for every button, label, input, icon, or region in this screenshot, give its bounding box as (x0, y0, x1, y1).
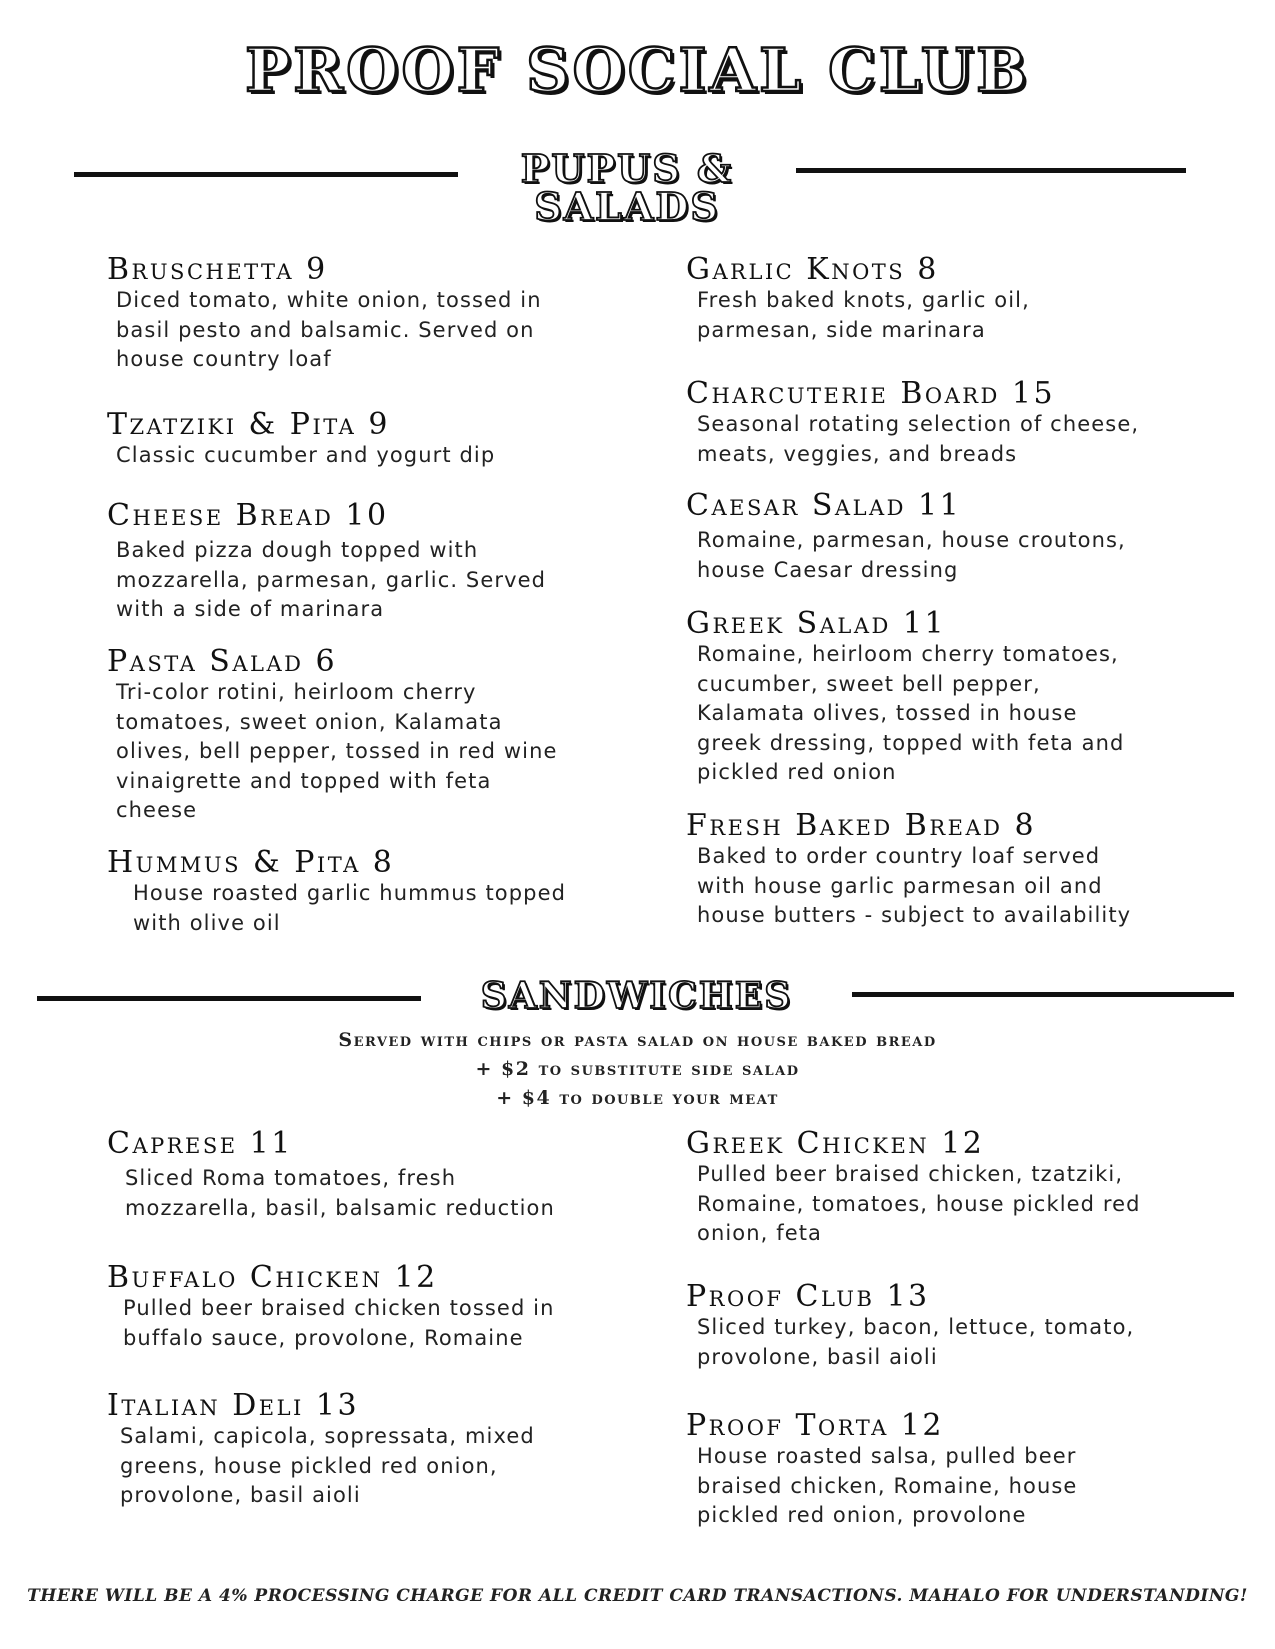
item-description: Tri-color rotini, heirloom cherry tomatoes, sweet onion, Kalamata olives, bell pepper, tossed in red wine vinaigrette and topped with feta cheese (116, 680, 558, 822)
item-name: Hummus & Pita 8 (107, 845, 395, 880)
item-name: Proof Club 13 (686, 1279, 930, 1314)
item-name: Tzatziki & Pita 9 (107, 407, 390, 442)
item-description: Fresh baked knots, garlic oil, parmesan, side marinara (697, 288, 1030, 342)
item-name: Caprese 11 (107, 1126, 293, 1161)
section-divider-left (37, 996, 421, 1001)
menu-item-caesar-salad (686, 490, 1126, 585)
menu-item-charcuterie-board (686, 378, 1139, 469)
section-heading-pupus-salads (458, 146, 796, 229)
menu-item-italian-deli (107, 1390, 535, 1511)
credit-card-notice: THERE WILL BE A 4% PROCESSING CHARGE FOR ALL CREDIT CARD TRANSACTIONS. MAHALO FOR UNDERSTANDING! (27, 1586, 1248, 1606)
menu-item-tzatziki-pita (107, 409, 495, 471)
item-description: Romaine, parmesan, house croutons, house Caesar dressing (697, 528, 1126, 582)
sandwich-note: + $4 to double your meat (496, 1087, 779, 1109)
menu-item-pasta-salad (107, 646, 558, 826)
item-description: Salami, capicola, sopressata, mixed greens, house pickled red onion, provolone, basil aioli (120, 1424, 535, 1507)
item-description: Pulled beer braised chicken tossed in buffalo sauce, provolone, Romaine (123, 1296, 555, 1350)
section-heading-sandwiches: SANDWICHES (480, 975, 793, 1017)
item-name: Italian Deli 13 (107, 1388, 360, 1423)
item-name: Fresh Baked Bread 8 (686, 808, 1037, 843)
item-name: Greek Chicken 12 (686, 1126, 985, 1161)
section-divider-right (796, 168, 1186, 173)
item-name: Cheese Bread 10 (107, 498, 389, 533)
item-description: House roasted salsa, pulled beer braised chicken, Romaine, house pickled red onion, provolone (697, 1444, 1078, 1527)
section-divider-right (852, 992, 1234, 997)
item-name: Caesar Salad 11 (686, 488, 962, 523)
item-description: Baked pizza dough topped with mozzarella, parmesan, garlic. Served with a side of marinara (116, 538, 547, 621)
menu-item-garlic-knots (686, 254, 1030, 345)
menu-item-greek-salad (686, 608, 1124, 788)
sandwich-note: Served with chips or pasta salad on house baked bread (338, 1029, 937, 1051)
item-description: Diced tomato, white onion, tossed in basil pesto and balsamic. Served on house country loaf (116, 288, 542, 371)
menu-item-fresh-baked-bread (686, 810, 1131, 931)
item-description: House roasted garlic hummus topped with olive oil (133, 881, 567, 935)
item-description: Seasonal rotating selection of cheese, meats, veggies, and breads (697, 412, 1140, 466)
item-description: Sliced turkey, bacon, lettuce, tomato, provolone, basil aioli (697, 1315, 1135, 1369)
section-heading-line-2: SALADS (534, 184, 720, 229)
section-divider-left (74, 172, 458, 177)
item-name: Charcuterie Board 15 (686, 376, 1056, 411)
item-description: Sliced Roma tomatoes, fresh mozzarella, basil, balsamic reduction (125, 1166, 555, 1220)
menu-item-cheese-bread (107, 500, 546, 625)
item-name: Buffalo Chicken 12 (107, 1260, 438, 1295)
item-description: Romaine, heirloom cherry tomatoes, cucumber, sweet bell pepper, Kalamata olives, tossed in house greek dressing, topped with feta and pickled red onion (697, 642, 1125, 784)
menu-item-proof-club (686, 1281, 1134, 1372)
item-name: Proof Torta 12 (686, 1408, 944, 1443)
menu-item-hummus-pita (107, 847, 566, 938)
menu-item-proof-torta (686, 1410, 1077, 1531)
item-description: Baked to order country loaf served with house garlic parmesan oil and house butters - subject to availability (697, 844, 1132, 927)
item-description: Classic cucumber and yogurt dip (116, 443, 496, 467)
sandwich-note: + $2 to substitute side salad (475, 1058, 800, 1080)
section-heading-line-1: PUPUS & (520, 146, 734, 191)
item-name: Greek Salad 11 (686, 606, 947, 641)
menu-item-bruschetta (107, 254, 542, 375)
menu-title: PROOF SOCIAL CLUB (245, 36, 1030, 106)
item-name: Garlic Knots 8 (686, 252, 939, 287)
menu-item-greek-chicken (686, 1128, 1141, 1249)
menu-item-buffalo-chicken (107, 1262, 555, 1353)
item-name: Pasta Salad 6 (107, 644, 338, 679)
item-description: Pulled beer braised chicken, tzatziki, Romaine, tomatoes, house pickled red onion, feta (697, 1162, 1141, 1245)
menu-item-caprese (107, 1128, 555, 1223)
item-name: Bruschetta 9 (107, 252, 328, 287)
